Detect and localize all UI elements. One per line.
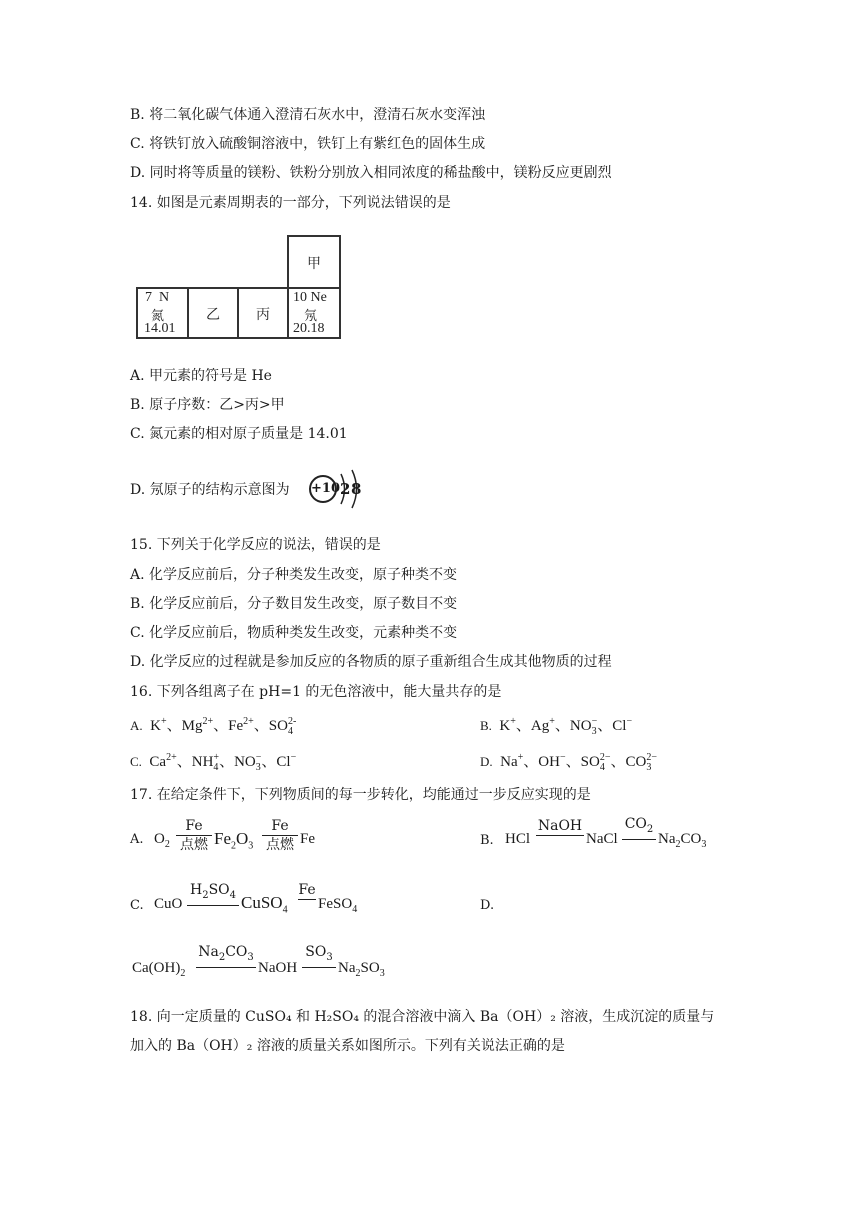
cell-jia — [287, 235, 341, 289]
q17-a-o2: $O_2$ — [154, 831, 170, 850]
q17-a-arrow-1-bottom: 点燃 — [180, 837, 208, 853]
q17-c-feso4: FeSO$_4$ — [318, 896, 358, 915]
atom-shell-2: 8 — [351, 480, 362, 498]
q17-d-arrow-1-top: $Na_2CO_3$ — [198, 944, 254, 963]
q13-option-d: D. 同时将等质量的镁粉、铁粉分别放入相同浓度的稀盐酸中，镁粉反应更剧烈 — [130, 165, 612, 181]
q17-b-na2co3: $Na_2CO_3$ — [658, 831, 707, 850]
q16-option-c: C. $Ca^{2+}$、$NH_4^+$、$NO_3^-$、Cl− — [130, 752, 297, 773]
q17-a-arrow-2-bottom: 点燃 — [266, 837, 294, 853]
q17-b-nacl: NaCl — [586, 831, 618, 847]
cell-yi — [187, 287, 239, 339]
q17-b-arrow-2-top: $CO_2$ — [624, 816, 654, 835]
q17-label-c: C. — [130, 898, 144, 913]
q14-option-b: B. 原子序数：乙>丙>甲 — [130, 397, 285, 413]
q14-option-d: D. 氖原子的结构示意图为 — [130, 482, 290, 498]
cell-neon — [287, 287, 341, 339]
q17-label-d: D. — [480, 898, 495, 913]
q13-option-b: B. 将二氧化碳气体通入澄清石灰水中，澄清石灰水变浑浊 — [130, 107, 486, 123]
cell-bing — [237, 287, 289, 339]
q14-option-a: A. 甲元素的符号是 He — [130, 368, 272, 384]
q14-option-c: C. 氮元素的相对原子质量是 14.01 — [130, 426, 348, 442]
q17-a-fe2o3: $Fe_2O_3$ — [214, 829, 254, 852]
cell-jia-label: 甲 — [307, 257, 321, 272]
nitrogen-number: 7 — [145, 290, 152, 305]
q15-option-b: B. 化学反应前后，分子数目发生改变，原子数目不变 — [130, 596, 458, 612]
q16-label-c: C. — [130, 754, 142, 769]
q17-d-naoh: NaOH — [258, 960, 298, 976]
neon-name: 氖 — [304, 308, 318, 323]
cell-yi-label: 乙 — [206, 308, 220, 323]
q17-a-fe: Fe — [300, 831, 315, 847]
q17-a-arrow-1 — [176, 818, 212, 853]
q17-b-hcl: HCl — [505, 831, 531, 847]
q16-label-a: A. — [130, 718, 143, 733]
cell-bing-label: 丙 — [256, 308, 270, 323]
q17-a-arrow-1-top: Fe — [185, 818, 203, 834]
atom-shell-1: 2 — [340, 480, 351, 498]
q16-option-d: D. Na+、OH−、$SO_4^{2-}$、$CO_3^{2-}$ — [480, 752, 657, 773]
q17-c-arrow-2-top: Fe — [298, 882, 316, 898]
q15-stem: 15. 下列关于化学反应的说法，错误的是 — [130, 537, 381, 553]
q17-c-arrow-2 — [298, 882, 316, 901]
q18-stem-line-2: 加入的 Ba（OH）₂ 溶液的质量关系如图所示。下列有关说法正确的是 — [130, 1038, 565, 1054]
nitrogen-name: 氮 — [151, 308, 165, 323]
q17-c-cuo: CuO — [154, 896, 183, 912]
q17-d-arrow-2-top: $SO_3$ — [305, 944, 333, 963]
atom-nucleus-charge: +10 — [311, 481, 340, 496]
q17-a-arrow-2 — [262, 818, 298, 853]
neon-number: 10 — [293, 290, 307, 305]
neon-symbol: Ne — [310, 290, 327, 305]
q17-label-a: A. — [130, 832, 144, 847]
neon-atom-structure-diagram — [308, 466, 368, 514]
q17-d-na2so3: $Na_2SO_3$ — [338, 960, 385, 979]
q14-stem: 14. 如图是元素周期表的一部分，下列说法错误的是 — [130, 195, 451, 211]
q16-option-b: B. K+、Ag+、$NO_3^-$、Cl− — [480, 716, 633, 737]
q17-b-arrow-2 — [622, 816, 656, 841]
cell-nitrogen — [136, 287, 189, 339]
q16-label-d: D. — [480, 754, 493, 769]
q16-label-b: B. — [480, 718, 492, 733]
nitrogen-mass: 14.01 — [144, 321, 176, 336]
q15-option-d: D. 化学反应的过程就是参加反应的各物质的原子重新组合生成其他物质的过程 — [130, 654, 612, 670]
q18-stem-line-1: 18. 向一定质量的 CuSO₄ 和 H₂SO₄ 的混合溶液中滴入 Ba（OH）₂ 溶液，生成沉淀的质量与 — [130, 1009, 715, 1025]
q17-b-arrow-1-top: NaOH — [537, 818, 583, 834]
q17-c-arrow-1 — [187, 882, 239, 907]
q16-stem: 16. 下列各组离子在 pH=1 的无色溶液中，能大量共存的是 — [130, 684, 502, 700]
q17-d-caoh2: $Ca(OH)_2$ — [132, 960, 186, 979]
q15-option-a: A. 化学反应前后，分子种类发生改变，原子种类不变 — [130, 567, 458, 583]
q16-option-a: A. K+、$Mg^{2+}$、$Fe^{2+}$、$SO_4^{2-}$ — [130, 716, 297, 737]
q17-c-cuso4: CuSO$_4$ — [241, 893, 288, 916]
q17-c-arrow-1-top: $H_2SO_4$ — [189, 882, 237, 901]
q17-d-arrow-1 — [196, 944, 256, 969]
q17-d-arrow-2 — [302, 944, 336, 969]
q17-a-arrow-2-top: Fe — [271, 818, 289, 834]
q17-stem: 17. 在给定条件下，下列物质间的每一步转化，均能通过一步反应实现的是 — [130, 787, 591, 803]
q15-option-c: C. 化学反应前后，物质种类发生改变，元素种类不变 — [130, 625, 458, 641]
nitrogen-symbol: N — [159, 290, 170, 305]
neon-mass: 20.18 — [293, 321, 325, 336]
q17-label-b: B. — [480, 833, 494, 848]
q17-b-arrow-1 — [536, 818, 584, 837]
q13-option-c: C. 将铁钉放入硫酸铜溶液中，铁钉上有紫红色的固体生成 — [130, 136, 486, 152]
